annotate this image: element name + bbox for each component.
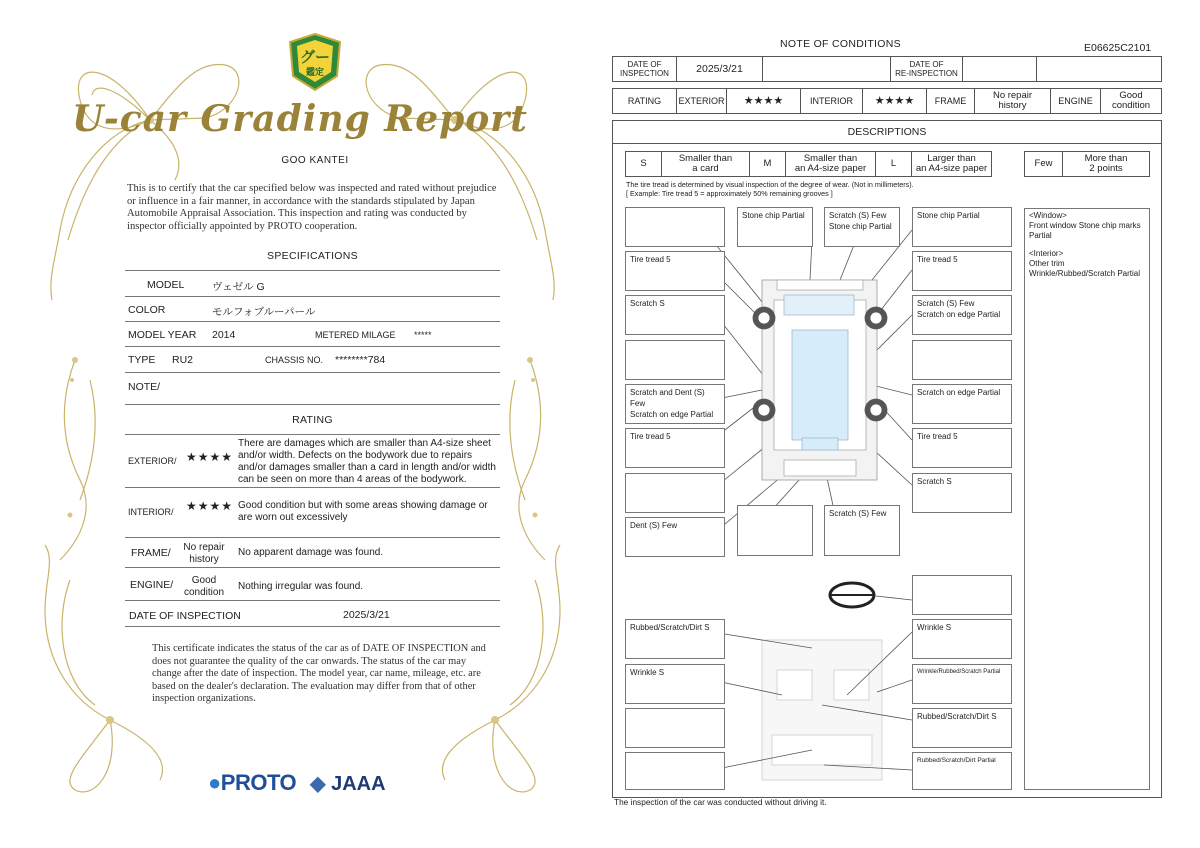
descriptions-heading: DESCRIPTIONS xyxy=(612,120,1162,144)
jaaa-mark-icon: ◆ xyxy=(310,772,326,795)
report-code: E06625C2101 xyxy=(1084,42,1152,54)
rating-label: RATING xyxy=(613,89,677,113)
inspection-date-value: 2025/3/21 xyxy=(343,609,390,621)
exterior-stars: ★★★★ xyxy=(727,89,801,113)
damage-box-left-dent: Scratch and Dent (S) Few Scratch on edge Partial xyxy=(625,384,725,424)
interior-stars: ★★★★ xyxy=(863,89,927,113)
legend-few: Few xyxy=(1025,152,1063,176)
date-inspection-label: DATE OF INSPECTION xyxy=(613,57,677,81)
interior-stars: ★★★★ xyxy=(186,499,234,513)
window-note: Front window Stone chip marks Partial xyxy=(1029,221,1141,240)
damage-box-interior-right-2: Wrinkle/Rubbed/Scratch Partial xyxy=(912,664,1012,704)
sponsor-logos xyxy=(208,768,386,798)
engine-label: ENGINE/ xyxy=(130,579,174,591)
damage-box xyxy=(625,752,725,790)
svg-text:鑑定: 鑑定 xyxy=(305,68,325,78)
exterior-label: EXTERIOR/ xyxy=(128,456,177,466)
damage-box xyxy=(625,207,725,247)
damage-box-left-scratch: Scratch S xyxy=(625,295,725,335)
tire-tread-note: The tire tread is determined by visual inspection of the degree of wear. (Not in millimeters). xyxy=(626,180,914,189)
frame-value: No repair history xyxy=(183,542,225,565)
damage-box-steering xyxy=(912,575,1012,615)
exterior-stars: ★★★★ xyxy=(186,450,234,464)
damage-box-left-dent-few: Dent (S) Few xyxy=(625,517,725,557)
legend-m-desc: Smaller than an A4-size paper xyxy=(786,152,876,176)
rating-heading: RATING xyxy=(292,414,333,426)
damage-box-right-scratch: Scratch (S) Few Scratch on edge Partial xyxy=(912,295,1012,335)
chassis-label: CHASSIS NO. xyxy=(265,355,324,365)
exterior-label: EXTERIOR xyxy=(677,89,727,113)
divider xyxy=(125,296,500,297)
proto-logo: ●PROTO xyxy=(208,770,297,795)
damage-box xyxy=(912,340,1012,380)
frame-label: FRAME xyxy=(927,89,975,113)
jaaa-logo: ◆ JAAA xyxy=(310,772,386,795)
frame-value: No repair history xyxy=(975,89,1051,113)
type-value: RU2 xyxy=(172,354,194,366)
model-label: MODEL xyxy=(147,279,185,291)
damage-box-interior-right-3: Rubbed/Scratch/Dirt S xyxy=(912,708,1012,748)
interior-label: INTERIOR xyxy=(801,89,863,113)
size-legend xyxy=(625,151,992,177)
engine-label: ENGINE xyxy=(1051,89,1101,113)
damage-box-right-edge: Scratch on edge Partial xyxy=(912,384,1012,424)
interior-heading: <Interior> xyxy=(1029,249,1064,258)
divider xyxy=(125,372,500,373)
frame-description: No apparent damage was found. xyxy=(238,547,384,558)
divider xyxy=(125,434,500,435)
specifications-heading: SPECIFICATIONS xyxy=(267,250,358,262)
few-legend xyxy=(1024,151,1150,177)
goo-kantei-badge-icon xyxy=(287,32,343,92)
divider xyxy=(125,537,500,538)
damage-box xyxy=(737,505,813,556)
engine-value: Good condition xyxy=(183,575,225,598)
legend-s-desc: Smaller than a card xyxy=(662,152,750,176)
divider xyxy=(125,600,500,601)
legend-l: L xyxy=(876,152,912,176)
damage-box-right-scratch-s: Scratch S xyxy=(912,473,1012,513)
interior-description: Good condition but with some areas showing damage or are worn out excessively xyxy=(238,500,488,523)
mileage-value: ***** xyxy=(414,330,432,340)
legend-few-desc: More than 2 points xyxy=(1084,152,1128,174)
conditions-title: NOTE OF CONDITIONS xyxy=(780,38,901,50)
damage-box-interior-left-2: Wrinkle S xyxy=(625,664,725,704)
report-title: U-car Grading Report xyxy=(72,98,528,140)
legend-l-desc: Larger than an A4-size paper xyxy=(915,152,988,174)
damage-box-interior-left-1: Rubbed/Scratch/Dirt S xyxy=(625,619,725,659)
inspection-date-row xyxy=(612,56,1162,82)
re-inspection-value xyxy=(963,57,1037,81)
divider xyxy=(125,487,500,488)
damage-box xyxy=(625,708,725,748)
interior-note: Other trim Wrinkle/Rubbed/Scratch Partial xyxy=(1029,259,1141,278)
damage-box xyxy=(625,340,725,380)
rating-row xyxy=(612,88,1162,114)
damage-box-interior-right-1: Wrinkle S xyxy=(912,619,1012,659)
window-heading: <Window> xyxy=(1029,211,1067,220)
color-label: COLOR xyxy=(128,304,166,316)
frame-label: FRAME/ xyxy=(131,547,171,559)
additional-notes-panel xyxy=(1024,208,1150,790)
legend-m: M xyxy=(750,152,786,176)
svg-text:グー: グー xyxy=(299,48,331,66)
model-value: ヴェゼル G xyxy=(212,281,265,293)
empty-cell xyxy=(1037,57,1161,81)
note-of-conditions xyxy=(600,0,1200,848)
damage-box-top-right: Stone chip Partial xyxy=(912,207,1012,247)
damage-box-left-rear-tire: Tire tread 5 xyxy=(625,428,725,468)
chassis-value: ********784 xyxy=(335,354,386,366)
divider xyxy=(125,567,500,568)
tire-tread-example: [ Example: Tire tread 5 = approximately 50% remaining grooves ] xyxy=(626,189,833,198)
damage-box-top-center-1: Stone chip Partial xyxy=(737,207,813,247)
inspection-disclaimer: The inspection of the car was conducted without driving it. xyxy=(614,797,827,807)
interior-label: INTERIOR/ xyxy=(128,507,174,517)
divider xyxy=(125,404,500,405)
model-year-value: 2014 xyxy=(212,329,236,341)
re-inspection-label: DATE OF RE-INSPECTION xyxy=(891,57,963,81)
engine-value: Good condition xyxy=(1111,89,1151,111)
model-year-label: MODEL YEAR xyxy=(128,329,197,341)
empty-cell xyxy=(763,57,891,81)
inspection-date-label: DATE OF INSPECTION xyxy=(129,610,241,622)
engine-description: Nothing irregular was found. xyxy=(238,581,364,592)
damage-box-interior-right-4: Rubbed/Scratch/Dirt Partial xyxy=(912,752,1012,790)
certificate-disclaimer: This certificate indicates the status of the car as of DATE OF INSPECTION and does not guarantee the quality of the car onwards. The status of the car may change after the date of inspection. The model year, car name, mileage, etc. are based on the dealer's declaration. The evaluation may differ from that of other inspection organizations. xyxy=(152,643,486,704)
mileage-label: METERED MILAGE xyxy=(315,330,396,340)
organization-name: GOO KANTEI xyxy=(281,155,349,166)
damage-box-right-rear-tire: Tire tread 5 xyxy=(912,428,1012,468)
divider xyxy=(125,626,500,627)
divider xyxy=(125,321,500,322)
color-value: モルフォブルーパール xyxy=(212,306,316,318)
divider xyxy=(125,346,500,347)
damage-box-top-center-2: Scratch (S) Few Stone chip Partial xyxy=(824,207,900,247)
damage-box-right-front-tire: Tire tread 5 xyxy=(912,251,1012,291)
damage-box-bottom-center: Scratch (S) Few xyxy=(824,505,900,556)
exterior-description: There are damages which are smaller than A4-size sheet and/or width. Defects on the bodywork due to repairs and/or damages smaller than a card in length and/or width can be seen on more than 4 areas of the bodywork. xyxy=(238,438,496,485)
proto-mark-icon: ● xyxy=(208,770,221,795)
certification-statement: This is to certify that the car specified below was inspected and rated without prejudice or influence in a fair manner, in accordance with the standards stipulated by Japan Automobile Appraisal Association. This inspection and rating was conducted by inspector officially appointed by PROTO cooperation. xyxy=(127,183,497,232)
type-label: TYPE xyxy=(128,354,156,366)
damage-box-left-front-tire: Tire tread 5 xyxy=(625,251,725,291)
damage-box xyxy=(625,473,725,513)
note-label: NOTE/ xyxy=(128,381,161,393)
divider xyxy=(125,270,500,271)
date-inspection-value: 2025/3/21 xyxy=(677,57,763,81)
legend-s: S xyxy=(626,152,662,176)
